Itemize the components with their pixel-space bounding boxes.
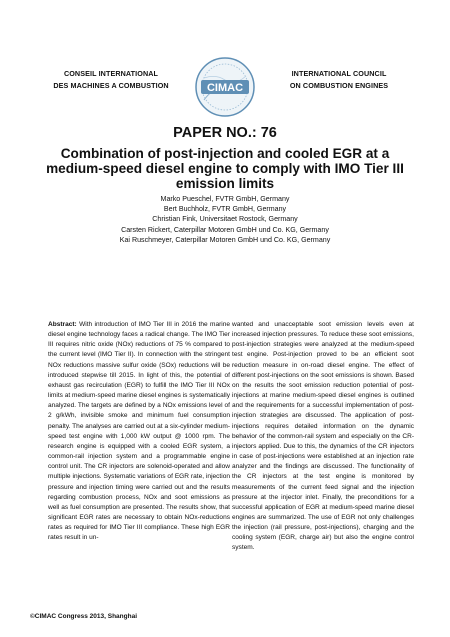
abstract-text-left: With introduction of IMO Tier III in 2016 the marine diesel engine technology faces a radical change. The IMO Tier III requires nitric oxide (NOx) reductions of 75 % compared to the current level (IMO Tier II). In connection with the stringent NOx reductions massive sulfur oxide (SOx) reductions will be introduced stepwise till 2015. In light of this, the potential of exhaust gas recirculation (EGR) to fulfill the IMO Tier III NOx limits at medium-speed marine diesel engines is systematically analyzed. The targets are defined by a NOx emissions level of 2 g/kWh, invisible smoke and minimum fuel consumption penalty. The analyses are carried out at a six-cylinder medium-speed test engine with 1,000 kW output @ 1000 rpm. The research engine is equipped with a cooled EGR system, a common-rail injection system and a programmable engine control unit. The CR injectors are solenoid-operated and allow multiple injections. Systematic variations of EGR rate, injection pressure and injection timing were carried out and the results regarding combustion process, NOx and soot emissions as well as fuel consumption are presented. The results show, that significant EGR rates are necessary to obtain NOx-reductions rates as required for IMO Tier III compliance. These high EGR rates result in un- [48, 321, 230, 542]
author-3: Christian Fink, Universitaet Rostock, Germany [152, 215, 298, 224]
author-2: Bert Buchholz, FVTR GmbH, Germany [163, 205, 287, 214]
header-right [280, 68, 398, 92]
header-left [52, 68, 170, 92]
author-list [0, 194, 450, 245]
author-1: Marko Pueschel, FVTR GmbH, Germany [160, 195, 290, 203]
cimac-logo [194, 56, 256, 118]
header-left-line1: CONSEIL INTERNATIONAL [63, 69, 159, 78]
author-5: Kai Ruschmeyer, Caterpillar Motoren GmbH und Co. KG, Germany [119, 235, 331, 244]
abstract-left-column [48, 320, 230, 543]
abstract-right-column [232, 320, 414, 554]
header-right-line2: ON COMBUSTION ENGINES [289, 81, 389, 90]
abstract-text-right: wanted and unacceptable soot emission levels even at increased injection pressures. To reduce these soot emissions, post-injection strategies were analyzed at the medium-speed test engine. Post-injection proved to be an efficient soot reduction measure in on-road diesel engine. The effect of different post-injections on the soot emissions is shown. Based on the results the soot emission reduction potential of post-injections at marine medium-speed diesel engines is outlined and the requirements for a successful implementation of post-injection strategies are discussed. The application of post-injections requires detailed information on the dynamic behavior of the common-rail system and especially on the CR-injectors applied. Due to this, the dynamics of the CR injectors in case of post-injections were established at an injection rate analyzer and the findings are discussed. The functionality of the CR injectors at the test engine is monitored by measurements of the current feed signal and the injection pressure at the injector inlet. Finally, the preconditions for a successful application of EGR at medium-speed marine diesel engines are summarized. The use of EGR not only challenges the injection (rail pressure, post-injections), charging and the cooling system (EGR, charge air) but also the engine control system. [232, 321, 414, 552]
header-left-line2: DES MACHINES A COMBUSTION [53, 81, 169, 90]
header-right-line1: INTERNATIONAL COUNCIL [291, 69, 387, 78]
abstract-label: Abstract: [48, 321, 77, 328]
paper-number: PAPER NO.: 76 [173, 125, 277, 141]
footer-copyright: ©CIMAC Congress 2013, Shanghai [30, 613, 138, 620]
author-4: Carsten Rickert, Caterpillar Motoren GmbH und Co. KG, Germany [121, 225, 329, 234]
paper-title: Combination of post-injection and cooled EGR at a medium-speed diesel engine to comply with IMO Tier III emission limits [46, 146, 404, 191]
logo-text: CIMAC [206, 82, 244, 94]
